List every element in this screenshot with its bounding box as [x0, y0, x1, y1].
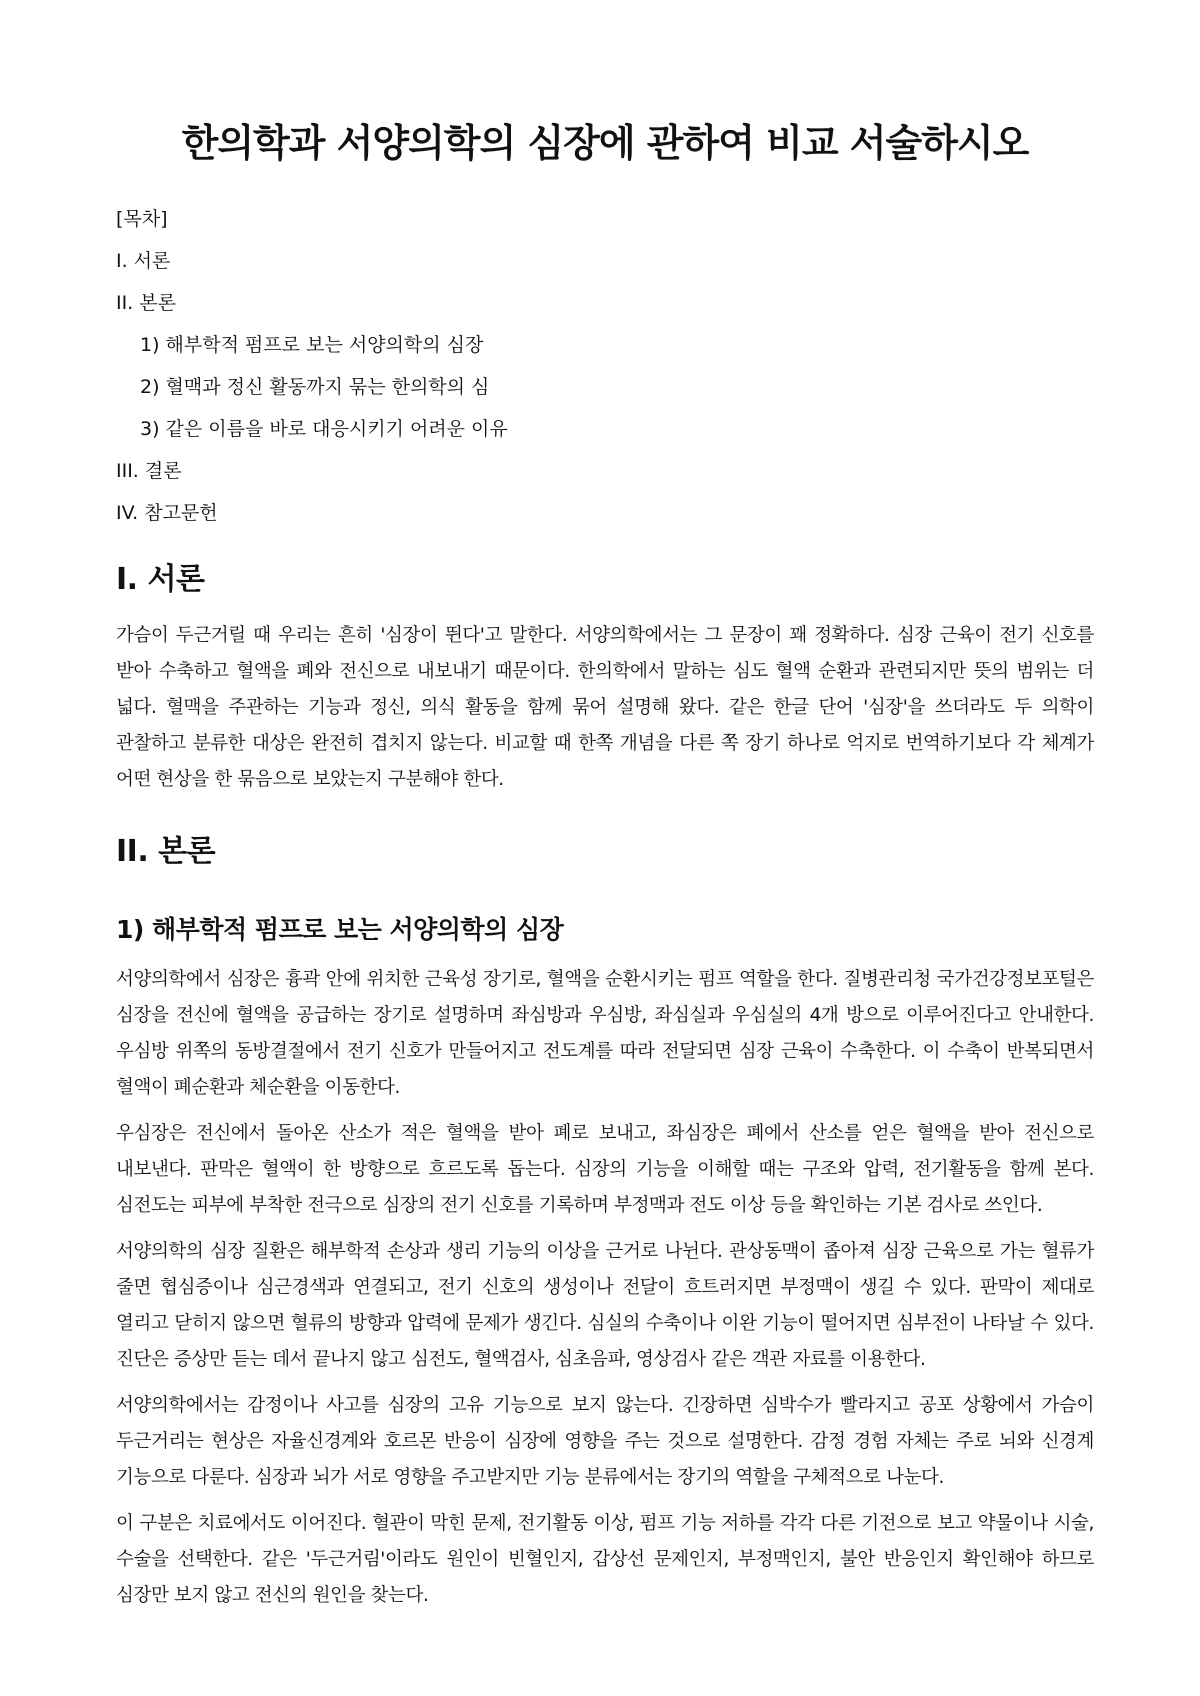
intro-heading: I. 서론: [116, 562, 205, 597]
body-paragraph: 서양의학의 심장 질환은 해부학적 손상과 생리 기능의 이상을 근거로 나뉜다. 관상동맥이 좁아져 심장 근육으로 가는 혈류가 줄면 협심증이나 심근경색과 연결되고, 전기 신호의 생성이나 전달이 흐트러지면 부정맥이 생길 수 있다. 판막이 제대로 열리고 닫히지 않으면 혈류의 방향과 압력에 문제가 생긴다. 심실의 수축이나 이완 기능이 떨어지면 심부전이 나타날 수 있다. 진단은 증상만 듣는 데서 끝나지 않고 심전도, 혈액검사, 심초음파, 영상검사 같은 객관 자료를 이용한다.: [116, 1241, 1094, 1370]
body-section: [116, 832, 1094, 1614]
toc-item-body-1: 1) 해부학적 펌프로 보는 서양의학의 심장: [140, 334, 484, 356]
body-paragraph: 서양의학에서 심장은 흉곽 안에 위치한 근육성 장기로, 혈액을 순환시키는 펌프 역할을 한다. 질병관리청 국가건강정보포털은 심장을 전신에 혈액을 공급하는 장기로 설명하며 좌심방과 우심방, 좌심실과 우심실의 4개 방으로 이루어진다고 안내한다. 우심방 위쪽의 동방결절에서 전기 신호가 만들어지고 전도계를 따라 전달되면 심장 근육이 수축한다. 이 수축이 반복되면서 혈액이 폐순환과 체순환을 이동한다.: [116, 969, 1094, 1098]
subsection-heading-western: 1) 해부학적 펌프로 보는 서양의학의 심장: [116, 915, 564, 944]
body-heading: II. 본론: [116, 834, 216, 869]
toc-item-body-3: 3) 같은 이름을 바로 대응시키기 어려운 이유: [140, 418, 508, 440]
toc-item-body: II. 본론: [116, 292, 176, 314]
body-paragraph: 우심장은 전신에서 돌아온 산소가 적은 혈액을 받아 폐로 보내고, 좌심장은 폐에서 산소를 얻은 혈액을 받아 전신으로 내보낸다. 판막은 혈액이 한 방향으로 흐르도록 돕는다. 심장의 기능을 이해할 때는 구조와 압력, 전기활동을 함께 본다. 심전도는 피부에 부착한 전극으로 심장의 전기 신호를 기록하며 부정맥과 전도 이상 등을 확인하는 기본 검사로 쓰인다.: [116, 1123, 1094, 1216]
toc-item-conclusion: III. 결론: [116, 460, 182, 482]
document-title: 한의학과 서양의학의 심장에 관하여 비교 서술하시오: [181, 121, 1029, 165]
body-paragraph: 이 구분은 치료에서도 이어진다. 혈관이 막힌 문제, 전기활동 이상, 펌프 기능 저하를 각각 다른 기전으로 보고 약물이나 시술, 수술을 선택한다. 같은 '두근거림'이라도 원인이 빈혈인지, 갑상선 문제인지, 부정맥인지, 불안 반응인지 확인해야 하므로 심장만 보지 않고 전신의 원인을 찾는다.: [116, 1513, 1094, 1606]
toc-heading: [목차]: [116, 208, 168, 230]
toc-item-body-2: 2) 혈맥과 정신 활동까지 묶는 한의학의 심: [140, 376, 490, 398]
toc-item-intro: I. 서론: [116, 250, 171, 272]
toc-item-references: IV. 참고문헌: [116, 502, 218, 524]
intro-paragraph: 가슴이 두근거릴 때 우리는 흔히 '심장이 뛴다'고 말한다. 서양의학에서는 그 문장이 꽤 정확하다. 심장 근육이 전기 신호를 받아 수축하고 혈액을 폐와 전신으로 내보내기 때문이다. 한의학에서 말하는 심도 혈액 순환과 관련되지만 뜻의 범위는 더 넓다. 혈맥을 주관하는 기능과 정신, 의식 활동을 함께 묶어 설명해 왔다. 같은 한글 단어 '심장'을 쓰더라도 두 의학이 관찰하고 분류한 대상은 완전히 겹치지 않는다. 비교할 때 한쪽 개념을 다른 쪽 장기 하나로 억지로 번역하기보다 각 체계가 어떤 현상을 한 묶음으로 보았는지 구분해야 한다.: [116, 625, 1094, 790]
table-of-contents: [116, 198, 1094, 534]
intro-section: [116, 560, 1094, 798]
body-paragraph: 서양의학에서는 감정이나 사고를 심장의 고유 기능으로 보지 않는다. 긴장하면 심박수가 빨라지고 공포 상황에서 가슴이 두근거리는 현상은 자율신경계와 호르몬 반응이 심장에 영향을 주는 것으로 설명한다. 감정 경험 자체는 주로 뇌와 신경계 기능으로 다룬다. 심장과 뇌가 서로 영향을 주고받지만 기능 분류에서는 장기의 역할을 구체적으로 나눈다.: [116, 1395, 1094, 1488]
